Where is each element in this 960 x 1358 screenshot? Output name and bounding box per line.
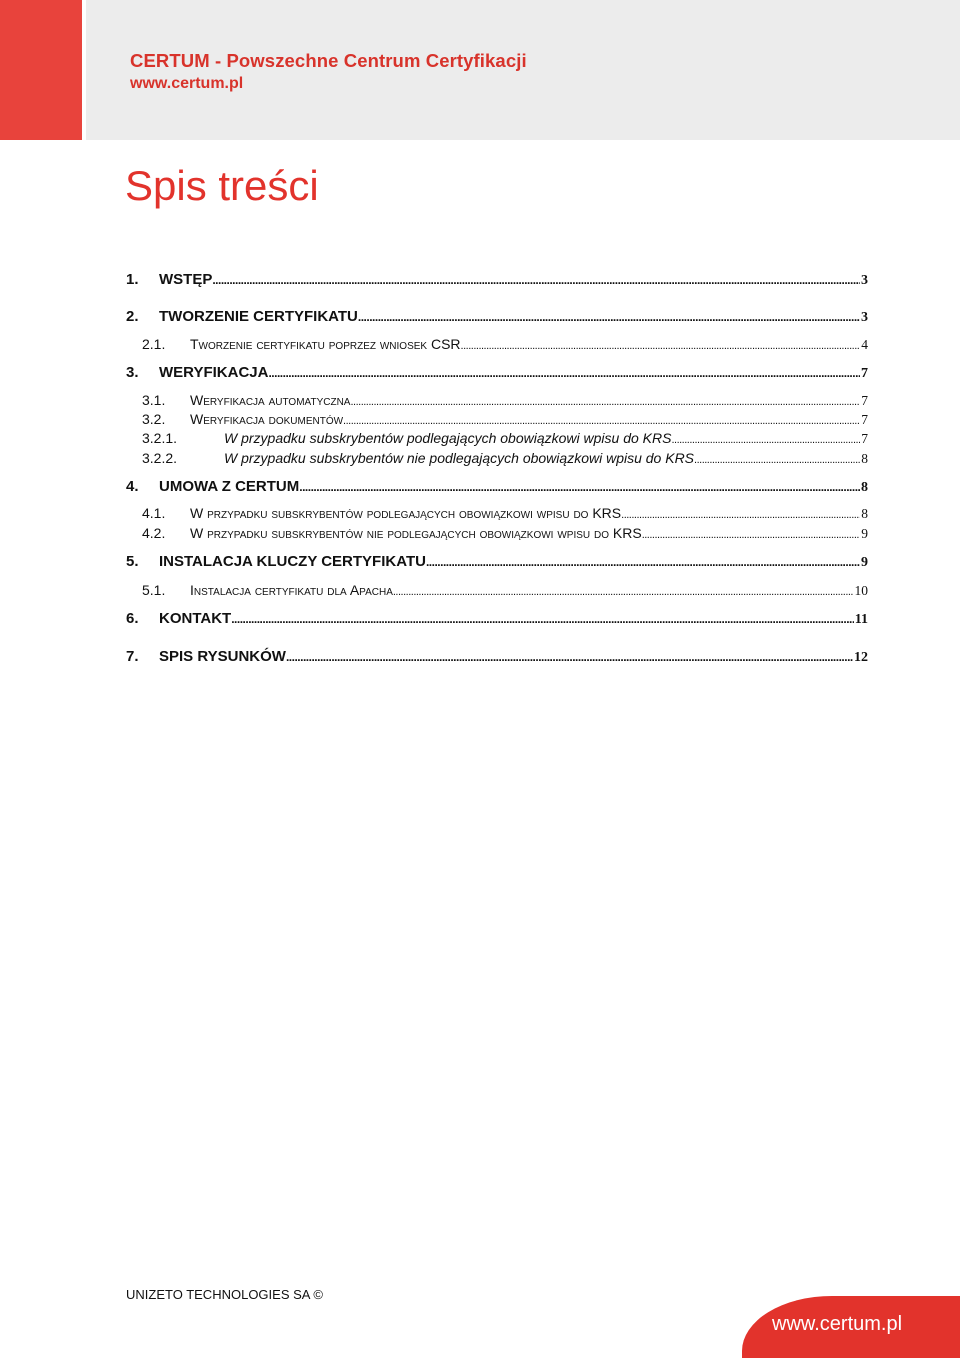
header-url: www.certum.pl <box>130 75 244 92</box>
page-title: Spis treści <box>125 162 319 209</box>
toc-entry-text: Weryfikacja automatyczna <box>190 392 351 408</box>
toc-entry-page: 7 <box>861 431 868 446</box>
toc-entry-number: 3.1. <box>142 392 166 408</box>
toc-entry-3-1[interactable] <box>142 392 868 409</box>
toc-entry-number: 4.1. <box>142 505 166 521</box>
toc-entry-text: W przypadku subskrybentów podlegających obowiązkowi wpisu do KRS <box>190 505 622 521</box>
footer-company: UNIZETO TECHNOLOGIES SA © <box>126 1287 323 1302</box>
toc-leader-dots <box>343 415 860 427</box>
toc-entry-5[interactable] <box>126 553 868 571</box>
toc-entry-3-2-1[interactable] <box>142 430 868 447</box>
toc-entry-number: 3.2. <box>142 411 166 427</box>
toc-entry-page: 3 <box>861 273 868 288</box>
toc-entry-number: 4.2. <box>142 525 166 541</box>
toc-entry-text: INSTALACJA KLUCZY CERTYFIKATU <box>159 553 426 570</box>
toc-entry-page: 10 <box>854 583 868 598</box>
toc-leader-dots <box>268 366 860 380</box>
toc-leader-dots <box>358 310 860 324</box>
toc-entry-text: SPIS RYSUNKÓW <box>159 648 286 665</box>
toc-entry-3-2-2[interactable] <box>142 450 868 467</box>
toc-entry-text: KONTAKT <box>159 610 232 627</box>
toc-entry-number: 4. <box>126 478 139 495</box>
toc-entry-3[interactable] <box>126 364 868 382</box>
toc-entry-page: 7 <box>861 393 868 408</box>
toc-entry-2-1[interactable] <box>142 336 868 353</box>
toc-entry-page: 7 <box>861 412 868 427</box>
toc-leader-dots <box>286 650 853 664</box>
toc-entry-text: W przypadku subskrybentów podlegających obowiązkowi wpisu do KRS <box>224 430 672 446</box>
toc-entry-4[interactable] <box>126 478 868 496</box>
toc-entry-1[interactable] <box>126 271 868 289</box>
toc-leader-dots <box>694 454 860 466</box>
toc-leader-dots <box>350 396 860 408</box>
toc-entry-page: 11 <box>854 612 868 627</box>
toc-entry-page: 12 <box>854 650 868 665</box>
toc-entry-number: 2. <box>126 308 139 325</box>
toc-entry-text: TWORZENIE CERTYFIKATU <box>159 308 358 325</box>
header-brand: CERTUM - Powszechne Centrum Certyfikacji <box>130 50 527 71</box>
toc-entry-number: 2.1. <box>142 336 166 352</box>
toc-leader-dots <box>642 529 861 541</box>
toc-entry-number: 6. <box>126 610 139 627</box>
footer-url: www.certum.pl <box>772 1313 903 1335</box>
toc-leader-dots <box>426 555 860 569</box>
toc-entry-text: Tworzenie certyfikatu poprzez wniosek CSR <box>190 336 461 352</box>
toc-entry-text: W przypadku subskrybentów nie podlegających obowiązkowi wpisu do KRS <box>224 450 695 466</box>
toc-entry-4-2[interactable] <box>142 525 868 542</box>
toc-entry-page: 3 <box>861 310 868 325</box>
toc-entry-2[interactable] <box>126 308 868 326</box>
toc-entry-page: 4 <box>861 337 868 352</box>
toc-leader-dots <box>231 612 854 626</box>
toc-entry-4-1[interactable] <box>142 505 868 522</box>
toc-entry-number: 7. <box>126 648 139 665</box>
toc-entry-number: 3. <box>126 364 139 381</box>
header-red-bar <box>0 0 82 140</box>
toc-entry-number: 3.2.1. <box>142 430 178 446</box>
toc-entry-page: 9 <box>861 555 868 570</box>
toc-entry-3-2[interactable] <box>142 411 868 428</box>
toc-entry-7[interactable] <box>126 648 868 666</box>
toc-entry-5-1[interactable] <box>142 582 868 599</box>
toc-leader-dots <box>393 586 854 598</box>
toc-entry-text: WERYFIKACJA <box>159 364 269 381</box>
toc-entry-page: 8 <box>861 480 868 495</box>
toc-entry-page: 8 <box>861 451 868 466</box>
toc-entry-text: Instalacja certyfikatu dla Apacha <box>190 582 393 598</box>
toc-entry-number: 3.2.2. <box>142 450 178 466</box>
toc-leader-dots <box>461 340 861 352</box>
toc-entry-number: 5.1. <box>142 582 166 598</box>
toc-entry-number: 1. <box>126 271 139 288</box>
toc-leader-dots <box>621 509 860 521</box>
toc-leader-dots <box>671 434 860 446</box>
toc-entry-number: 5. <box>126 553 139 570</box>
toc-entry-page: 9 <box>861 526 868 541</box>
toc-leader-dots <box>212 273 860 287</box>
footer-logo <box>742 1296 960 1358</box>
toc-entry-page: 8 <box>861 506 868 521</box>
toc-entry-6[interactable] <box>126 610 868 628</box>
toc-entry-text: WSTĘP <box>159 271 213 288</box>
toc-entry-text: UMOWA Z CERTUM <box>159 478 300 495</box>
toc-leader-dots <box>299 480 860 494</box>
toc-entry-text: Weryfikacja dokumentów <box>190 411 344 427</box>
toc-entry-text: W przypadku subskrybentów nie podlegających obowiązkowi wpisu do KRS <box>190 525 642 541</box>
toc-entry-page: 7 <box>861 366 868 381</box>
